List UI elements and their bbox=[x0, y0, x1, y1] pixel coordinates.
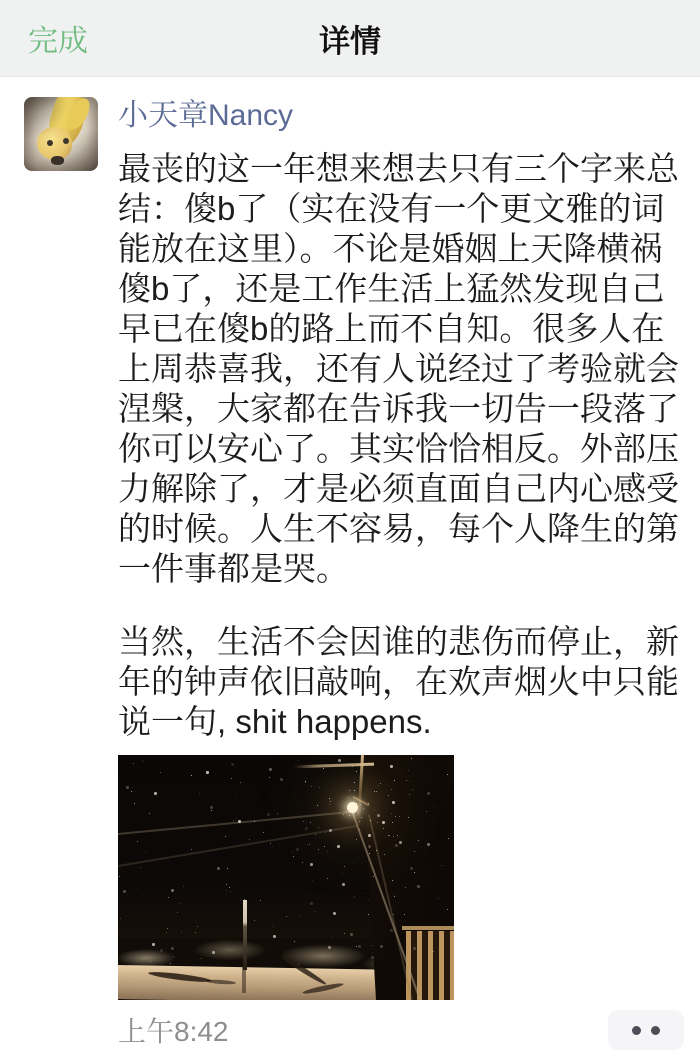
photo-lit-window bbox=[151, 805, 157, 814]
post-text-line: 最丧的这一年想来想去只有三个字来总 bbox=[118, 150, 679, 187]
post-text-line: 说一句, shit happens. bbox=[118, 703, 432, 740]
post-text-line: 傻b了，还是工作生活上猛然发现自己 bbox=[118, 270, 665, 307]
photo-snowflakes bbox=[118, 755, 119, 756]
post-text bbox=[118, 149, 684, 742]
avatar-image bbox=[44, 97, 92, 150]
post-text-line: 上周恭喜我，还有人说经过了考验就会 bbox=[118, 350, 679, 387]
post-text-line: 结：傻b了（实在没有一个更文雅的词 bbox=[118, 190, 665, 227]
nav-bar bbox=[0, 0, 700, 77]
moment-detail bbox=[0, 77, 700, 1051]
page-title: 详情 bbox=[319, 23, 381, 59]
post-text-line: 的时候。人生不容易，每个人降生的第 bbox=[118, 510, 679, 547]
photo-lit-fence bbox=[402, 926, 454, 930]
post-photo[interactable] bbox=[118, 755, 454, 1000]
avatar-image bbox=[63, 97, 94, 133]
comment-menu-button[interactable] bbox=[608, 1010, 684, 1050]
post-text-line: 年的钟声依旧敲响，在欢声烟火中只能 bbox=[118, 663, 679, 700]
post-text-line: 当然，生活不会因谁的悲伤而停止，新 bbox=[118, 623, 679, 660]
post-footer bbox=[118, 1009, 684, 1051]
post-text-line: 涅槃，大家都在告诉我一切告一段落了 bbox=[118, 390, 679, 427]
avatar-image bbox=[63, 138, 69, 144]
dot-icon bbox=[651, 1026, 660, 1035]
photo-lit-fence bbox=[406, 931, 454, 1000]
photo-pole-shadow bbox=[242, 967, 246, 993]
post-body bbox=[118, 97, 684, 1051]
avatar[interactable] bbox=[24, 97, 98, 171]
post bbox=[0, 77, 700, 1051]
photo-window bbox=[140, 901, 150, 921]
author-name[interactable]: 小天章Nancy bbox=[118, 99, 294, 132]
post-text-line: 力解除了，才是必须直面自己内心感受 bbox=[118, 470, 679, 507]
post-timestamp: 上午8:42 bbox=[118, 1016, 229, 1047]
avatar-image bbox=[47, 140, 53, 146]
post-text-line: 你可以安心了。其实恰恰相反。外部压 bbox=[118, 430, 679, 467]
photo-sign-pole bbox=[243, 900, 247, 970]
post-text-line: 早已在傻b的路上而不自知。很多人在 bbox=[118, 310, 665, 347]
avatar-image bbox=[37, 127, 72, 160]
dot-icon bbox=[632, 1026, 641, 1035]
photo-window bbox=[142, 791, 152, 807]
post-text-line: 一件事都是哭。 bbox=[118, 550, 349, 587]
done-button[interactable]: 完成 bbox=[28, 0, 88, 76]
post-text-line: 能放在这里）。不论是婚姻上天降横祸 bbox=[118, 230, 663, 267]
photo-street-lamp bbox=[347, 802, 358, 813]
avatar-image bbox=[51, 156, 64, 165]
